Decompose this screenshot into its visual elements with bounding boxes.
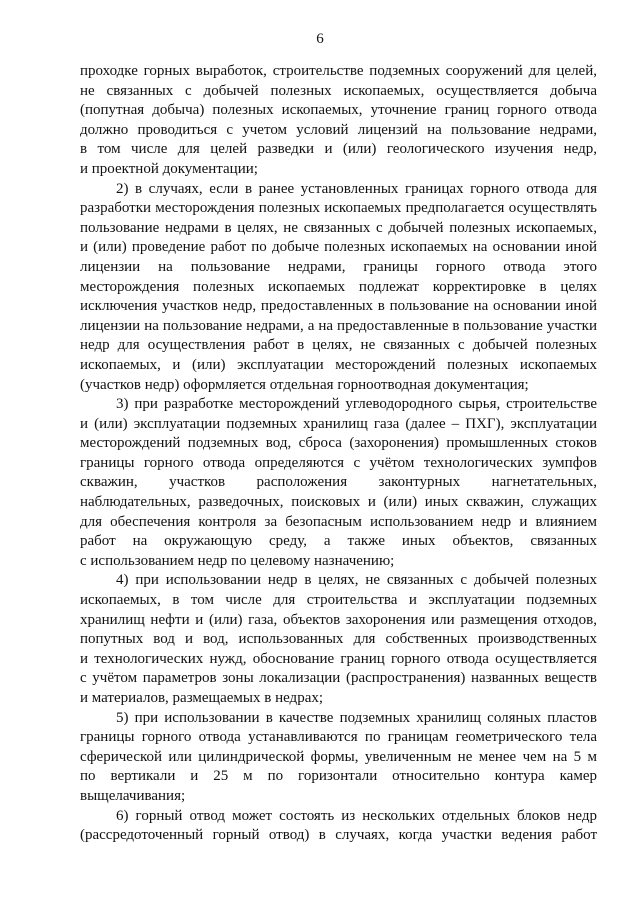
text-line: 6) горный отвод может состоять из нескольких отдельных блоков недр	[116, 807, 597, 824]
text-line: 5) при использовании в качестве подземных хранилищ соляных пластов	[116, 709, 597, 726]
text-line: с использованием недр по целевому назначению;	[80, 552, 395, 569]
text-line: недр для осуществления работ в целях, не связанных с добычей полезных	[80, 337, 597, 354]
paragraph	[80, 180, 597, 396]
text-line: (рассредоточенный горный отвод) в случаях, когда участки ведения работ	[80, 827, 597, 844]
text-line: месторождений подземных вод, сброса (захоронения) промышленных стоков	[80, 435, 597, 452]
text-line: с учётом параметров зоны локализации (распространения) названных веществ	[80, 670, 597, 687]
text-line: лицензии на пользование недрами, а на предоставленные в пользование участки	[80, 317, 597, 334]
text-line: месторождения полезных ископаемых подлежат корректировке в целях	[80, 278, 597, 295]
text-line: и (или) эксплуатации подземных хранилищ газа (далее – ПХГ), эксплуатации	[80, 415, 597, 432]
paragraph	[80, 709, 597, 807]
text-line: лицензии на пользование недрами, границы горного отвода этого	[80, 258, 597, 275]
text-line: пользование недрами в целях, не связанных с добычей полезных ископаемых,	[80, 219, 597, 236]
paragraph	[80, 571, 597, 708]
text-line: (участков недр) оформляется отдельная горноотводная документация;	[80, 376, 529, 393]
text-line: и материалов, размещаемых в недрах;	[80, 690, 324, 706]
text-line: для обеспечения контроля за безопасным использованием недр и влиянием	[80, 513, 597, 530]
text-line: скважин, участков расположения законтурных нагнетательных,	[80, 474, 597, 491]
text-line: проходке горных выработок, строительстве подземных сооружений для целей,	[80, 63, 597, 79]
text-line: попутных вод и вод, использованных для собственных производственных	[80, 631, 597, 648]
text-line: должно проводиться с учетом условий лицензий на пользование недрами,	[80, 121, 597, 138]
text-line: работ на окружающую среду, а также иных объектов, связанных	[80, 533, 597, 550]
text-line: и (или) проведение работ по добыче полезных ископаемых на основании иной	[80, 239, 597, 256]
text-line: 2) в случаях, если в ранее установленных границах горного отвода для	[116, 180, 597, 197]
text-line: сферической или цилиндрической формы, увеличенным не менее чем на 5 м	[80, 748, 597, 765]
page-number: 6	[316, 31, 324, 47]
text-line: хранилищ нефти и (или) газа, объектов захоронения или размещения отходов,	[80, 611, 597, 628]
text-line: границы горного отвода определяются с учётом технологических зумпфов	[80, 454, 597, 471]
paragraph	[80, 62, 597, 180]
text-line: выщелачивания;	[80, 787, 186, 804]
text-line: (попутная добыча) полезных ископаемых, уточнение границ горного отвода	[80, 102, 597, 119]
text-line: в том числе для целей разведки и (или) геологического изучения недр,	[80, 141, 597, 158]
text-line: не связанных с добычей полезных ископаемых, осуществляется добыча	[80, 82, 597, 99]
text-line: границы горного отвода устанавливаются по границам геометрического тела	[80, 729, 597, 746]
text-line: ископаемых, в том числе для строительства и эксплуатации подземных	[80, 592, 597, 609]
paragraph	[80, 807, 597, 846]
text-line: и проектной документации;	[80, 160, 258, 177]
text-line: 3) при разработке месторождений углеводородного сырья, строительстве	[116, 396, 597, 413]
document-body	[80, 62, 597, 846]
text-line: 4) при использовании недр в целях, не связанных с добычей полезных	[116, 572, 597, 589]
text-line: по вертикали и 25 м по горизонтали относительно контура камер	[80, 768, 597, 785]
text-line: разработки месторождения полезных ископаемых предполагается осуществлять	[80, 200, 597, 217]
text-line: и технологических нужд, обоснование границ горного отвода осуществляется	[80, 650, 597, 667]
text-line: исключения участков недр, предоставленных в пользование на основании иной	[80, 298, 597, 315]
text-line: ископаемых, и (или) эксплуатации месторождений полезных ископаемых	[80, 356, 597, 373]
text-line: наблюдательных, разведочных, поисковых и (или) иных скважин, служащих	[80, 494, 597, 511]
paragraph	[80, 395, 597, 571]
